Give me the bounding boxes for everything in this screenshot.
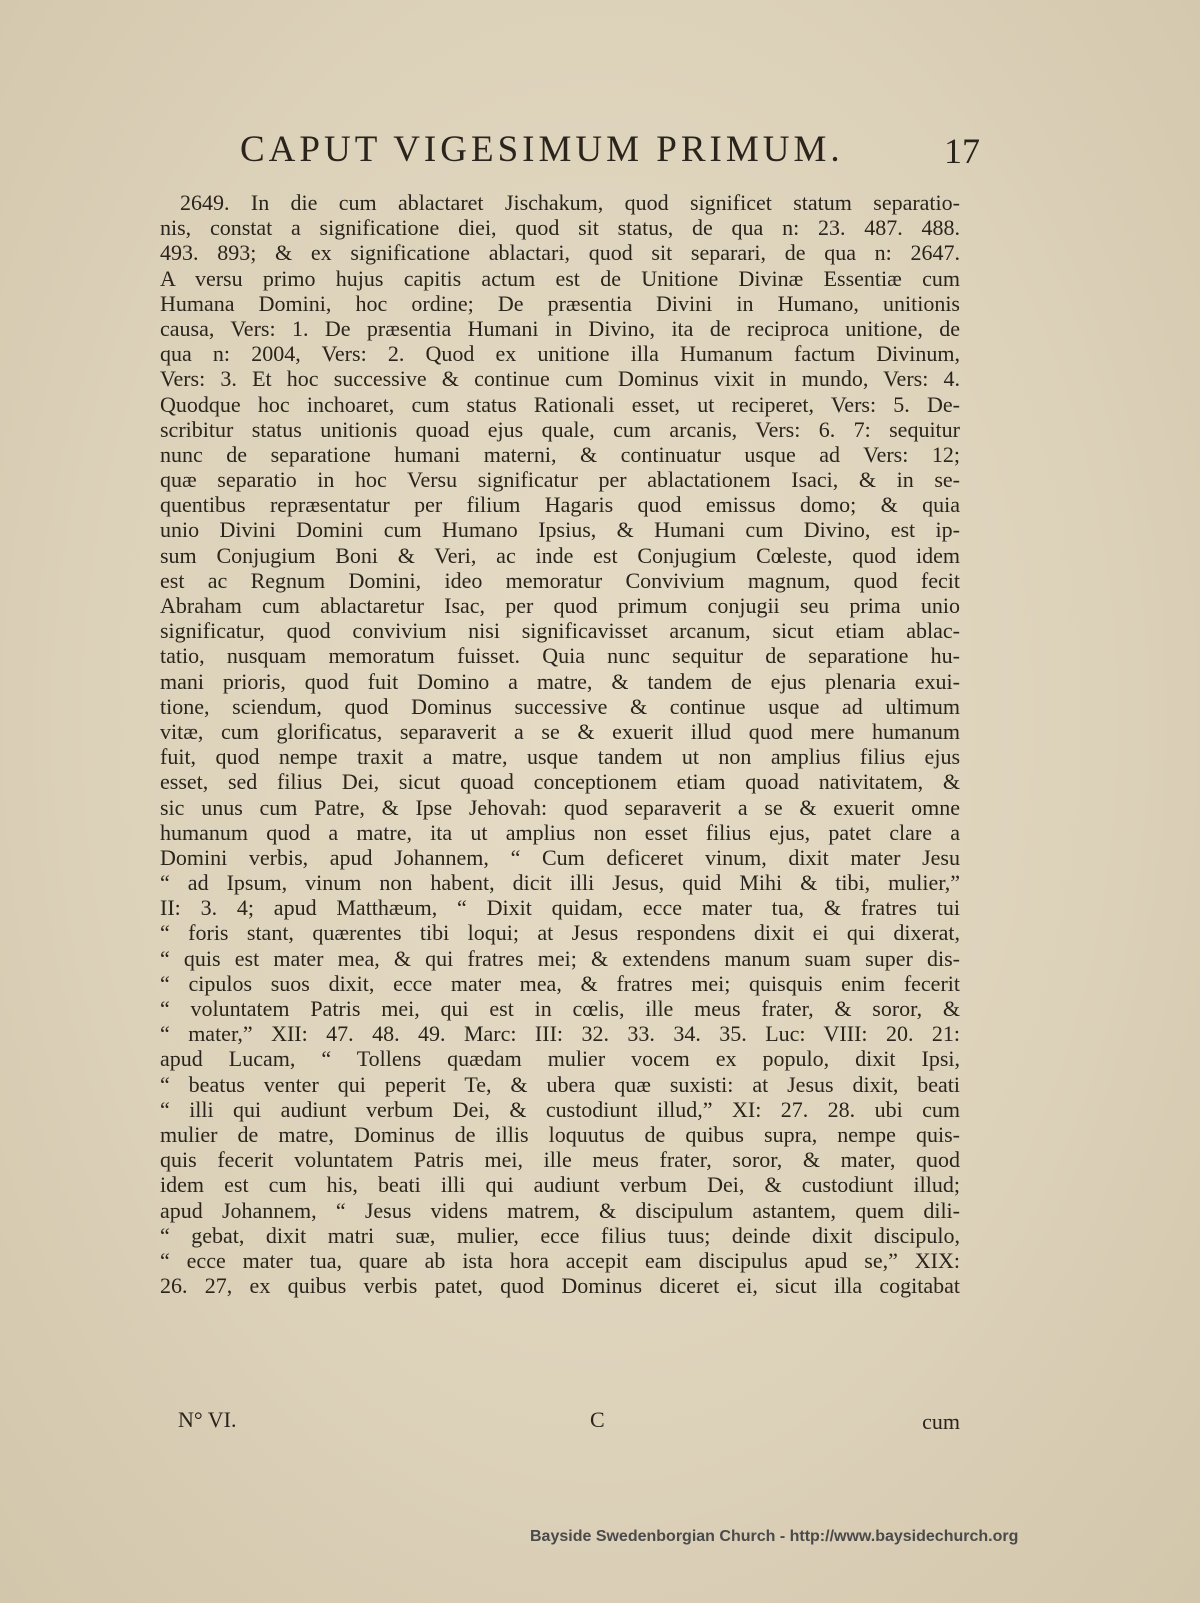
text-line: idem est cum his, beati illi qui audiunt verbum Dei, & custodiunt illud;: [160, 1172, 960, 1198]
text-line: significatur, quod convivium nisi significavisset arcanum, sicut etiam ablac-: [160, 618, 960, 644]
text-line: “ beatus venter qui peperit Te, & ubera quæ suxisti: at Jesus dixit, beati: [160, 1071, 960, 1097]
text-line: nis, constat a significatione diei, quod sit status, de qua n: 23. 487. 488.: [160, 215, 960, 241]
text-line: “ ad Ipsum, vinum non habent, dicit illi Jesus, quid Mihi & tibi, mulier,”: [160, 870, 960, 896]
text-line: Domini verbis, apud Johannem, “ Cum deficeret vinum, dixit mater Jesu: [160, 844, 960, 870]
text-line: humanum quod a matre, ita ut amplius non esset filius ejus, patet clare a: [160, 819, 960, 845]
text-line: sum Conjugium Boni & Veri, ac inde est Conjugium Cœleste, quod idem: [160, 542, 960, 568]
page-footer: [170, 1407, 960, 1437]
text-line: vitæ, cum glorificatus, separaverit a se & exuerit illud quod mere humanum: [160, 718, 960, 744]
text-line: 493. 893; & ex significatione ablactari, quod sit separari, de qua n: 2647.: [160, 240, 960, 266]
text-line: tione, sciendum, quod Dominus successive & continue usque ad ultimum: [160, 693, 960, 719]
text-line: “ mater,” XII: 47. 48. 49. Marc: III: 32. 33. 34. 35. Luc: VIII: 20. 21:: [160, 1021, 960, 1047]
text-line: apud Lucam, “ Tollens quædam mulier vocem ex populo, dixit Ipsi,: [160, 1046, 960, 1072]
text-line: quis fecerit voluntatem Patris mei, ille meus frater, soror, & mater, quod: [160, 1147, 960, 1173]
page-number: 17: [944, 131, 980, 171]
text-line: est ac Regnum Domini, ideo memoratur Convivium magnum, quod fecit: [160, 567, 960, 593]
text-line: mulier de matre, Dominus de illis loquutus de quibus supra, nempe quis-: [160, 1121, 960, 1147]
text-line: tatio, nusquam memoratum fuisset. Quia nunc sequitur de separatione hu-: [160, 643, 960, 669]
text-line: esset, sed filius Dei, sicut quoad conceptionem etiam quoad nativitatem, &: [160, 769, 960, 795]
text-line: “ quis est mater mea, & qui fratres mei; & extendens manum suam super dis-: [160, 945, 960, 971]
text-line: quæ separatio in hoc Versu significatur per ablactationem Isaci, & in se-: [160, 467, 960, 493]
text-line: quentibus repræsentatur per filium Hagaris quod emissus domo; & quia: [160, 492, 960, 518]
text-line: “ cipulos suos dixit, ecce mater mea, & fratres mei; quisquis enim fecerit: [160, 970, 960, 996]
text-line: “ illi qui audiunt verbum Dei, & custodiunt illud,” XI: 27. 28. ubi cum: [160, 1096, 960, 1122]
text-line: 26. 27, ex quibus verbis patet, quod Dominus diceret ei, sicut illa cogitabat: [160, 1273, 960, 1299]
page-header: [240, 128, 980, 178]
text-line: “ foris stant, quærentes tibi loqui; at Jesus respondens dixit ei qui dixerat,: [160, 920, 960, 946]
text-line: qua n: 2004, Vers: 2. Quod ex unitione illa Humanum factum Divinum,: [160, 341, 960, 367]
text-line: II: 3. 4; apud Matthæum, “ Dixit quidam, ecce mater tua, & fratres tui: [160, 895, 960, 921]
text-line: Vers: 3. Et hoc successive & continue cum Dominus vixit in mundo, Vers: 4.: [160, 366, 960, 392]
watermark-text: Bayside Swedenborgian Church - http://www.baysidechurch.org: [530, 1528, 1019, 1545]
text-line: scribitur status unitionis quoad ejus quale, cum arcanis, Vers: 6. 7: sequitur: [160, 416, 960, 442]
text-line: “ voluntatem Patris mei, qui est in cœlis, ille meus frater, & soror, &: [160, 996, 960, 1021]
signature-mark: N° VI.: [178, 1407, 237, 1432]
text-line: “ ecce mater tua, quare ab ista hora accepit eam discipulus apud se,” XIX:: [160, 1247, 960, 1273]
text-line: Abraham cum ablactaretur Isac, per quod primum conjugii seu prima unio: [160, 593, 960, 618]
sheet-mark: C: [590, 1407, 605, 1432]
body-text: [160, 190, 960, 1430]
text-line: mani prioris, quod fuit Domino a matre, & tandem de ejus plenaria exui-: [160, 668, 960, 694]
text-line: Quodque hoc inchoaret, cum status Rationali esset, ut reciperet, Vers: 5. De-: [160, 391, 960, 417]
text-line: 2649. In die cum ablactaret Jischakum, quod significet statum separatio-: [180, 190, 960, 215]
text-line: Humana Domini, hoc ordine; De præsentia Divini in Humano, unitionis: [160, 290, 960, 316]
running-title: CAPUT VIGESIMUM PRIMUM.: [240, 129, 844, 170]
text-line: nunc de separatione humani materni, & continuatur usque ad Vers: 12;: [160, 441, 960, 467]
catchword: cum: [922, 1409, 960, 1434]
text-line: A versu primo hujus capitis actum est de Unitione Divinæ Essentiæ cum: [160, 265, 960, 291]
text-line: “ gebat, dixit matri suæ, mulier, ecce filius tuus; deinde dixit discipulo,: [160, 1222, 960, 1248]
text-line: apud Johannem, “ Jesus videns matrem, & discipulum astantem, quem dili-: [160, 1197, 960, 1223]
text-line: sic unus cum Patre, & Ipse Jehovah: quod separaverit a se & exuerit omne: [160, 794, 960, 820]
text-line: fuit, quod nempe traxit a matre, usque tandem ut non amplius filius ejus: [160, 744, 960, 770]
text-line: causa, Vers: 1. De præsentia Humani in Divino, ita de reciproca unitione, de: [160, 315, 960, 341]
text-line: unio Divini Domini cum Humano Ipsius, & Humani cum Divino, est ip-: [160, 517, 960, 543]
